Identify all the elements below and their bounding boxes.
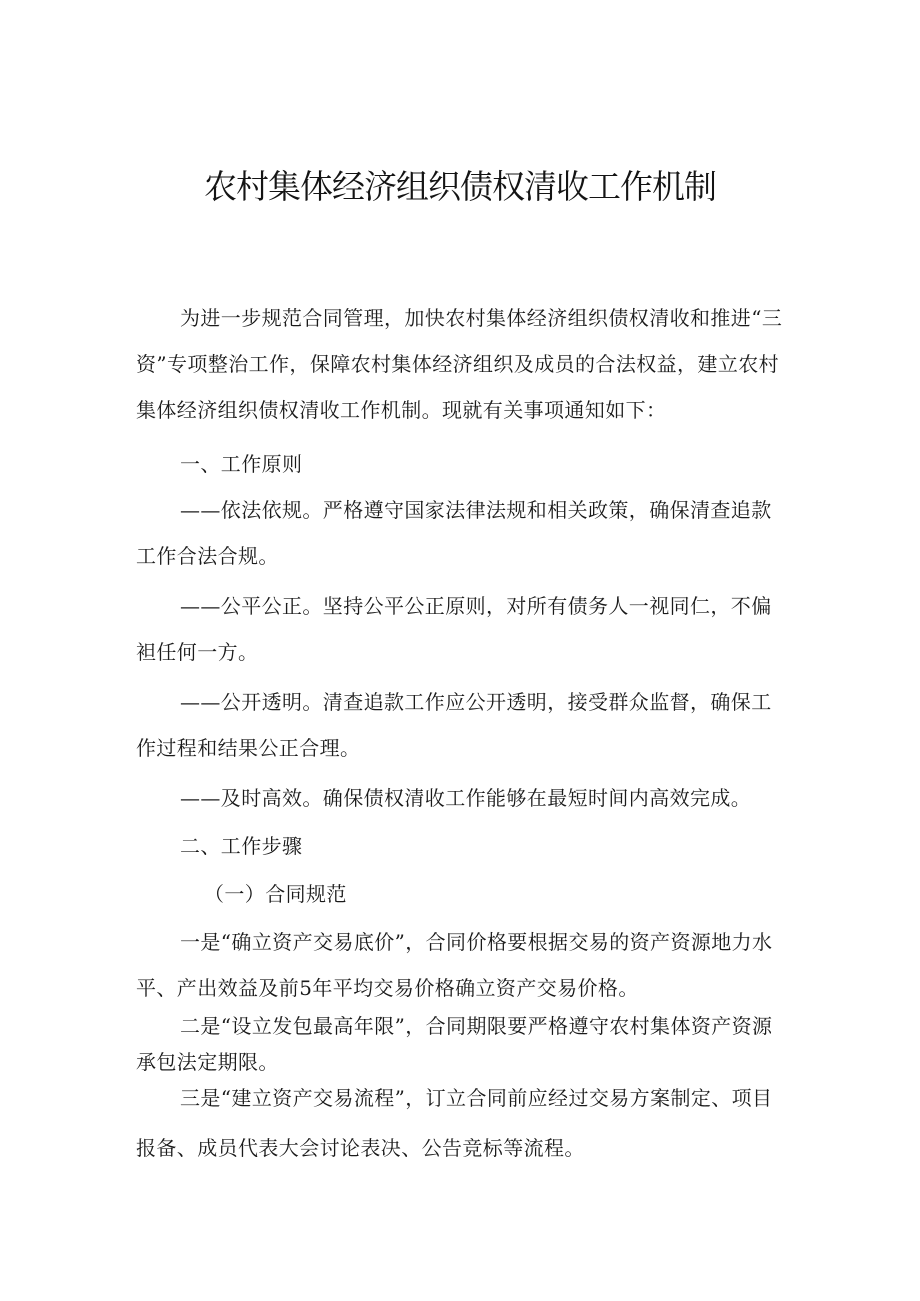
principle-efficient: ——及时高效。确保债权清收工作能够在最短时间内高效完成。 [180, 786, 752, 810]
intro-paragraph: 为进一步规范合同管理，加快农村集体经济组织债权清收和推进“三资”专项整治工作，保障农村集体经济组织及成员的合法权益，建立农村集体经济组织债权清收工作机制。现就有关事项通知如下： [136, 306, 783, 422]
principle-transparent: ——公开透明。清查追款工作应公开透明，接受群众监督，确保工作过程和结果公正合理。 [136, 690, 772, 760]
principle-fair: ——公平公正。坚持公平公正原则，对所有债务人一视同仁，不偏袒任何一方。 [136, 594, 772, 664]
step-item-trade-process: 三是“建立资产交易流程”，订立合同前应经过交易方案制定、项目报备、成员代表大会讨论表决、公告竞标等流程。 [136, 1086, 773, 1160]
step-item-max-term: 二是“设立发包最高年限”，合同期限要严格遵守农村集体资产资源承包法定期限。 [136, 1014, 773, 1074]
subsection-heading-contract: （一）合同规范 [204, 882, 347, 906]
section-heading-principles: 一、工作原则 [180, 452, 303, 476]
section-heading-steps: 二、工作步骤 [180, 834, 303, 858]
step-item-base-price: 一是“确立资产交易底价”，合同价格要根据交易的资产资源地力水平、产出效益及前5年平均交易价格确立资产交易价格。 [136, 930, 773, 1000]
document-title: 农村集体经济组织债权清收工作机制 [204, 167, 716, 206]
principle-legal: ——依法依规。严格遵守国家法律法规和相关政策，确保清查追款工作合法合规。 [136, 498, 772, 568]
